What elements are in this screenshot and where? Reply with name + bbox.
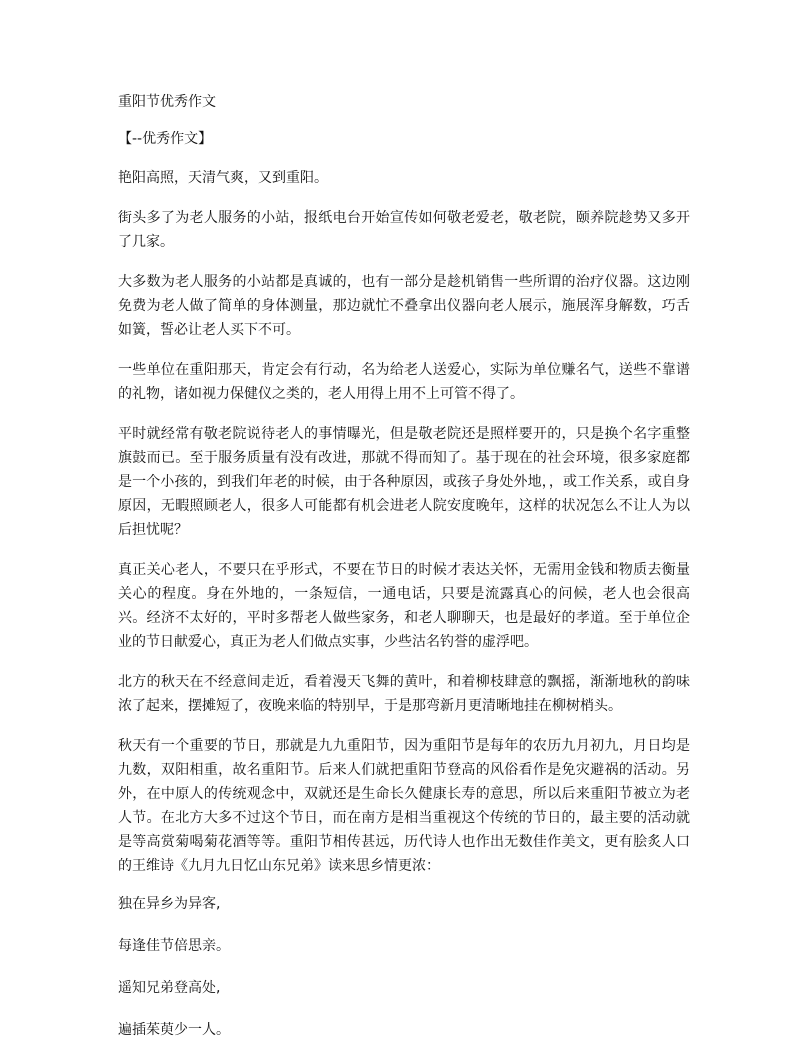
paragraph-8: 秋天有一个重要的节日，那就是九九重阳节，因为重阳节是每年的农历九月初九，月日均是九数，双阳相重，故名重阳节。后来人们就把重阳节登高的风俗看作是免灾避祸的活动。另外，在中原人的传统观念中，双就还是生命长久健康长寿的意思，所以后来重阳节被立为老人节。在北方大多不过这个节日，而在南方是相当重视这个传统的节日的，最主要的活动就是等高赏菊喝菊花酒等等。重阳节相传甚远，历代诗人也作出无数佳作美文，更有脍炙人口的王维诗《九月九日忆山东兄弟》读来思乡情更浓： [118, 738, 690, 874]
document-subtitle: 【--优秀作文】 [118, 131, 213, 147]
poem-line-2: 每逢佳节倍思亲。 [118, 938, 230, 954]
paragraph-3: 大多数为老人服务的小站都是真诚的，也有一部分是趁机销售一些所谓的治疗仪器。这边刚免费为老人做了简单的身体测量，那边就忙不叠拿出仪器向老人展示，施展浑身解数，巧舌如簧，誓必让老人买下不可。 [118, 274, 690, 338]
paragraph-1: 艳阳高照，天清气爽，又到重阳。 [118, 170, 328, 186]
document-page [118, 92, 690, 1062]
document-title: 重阳节优秀作文 [118, 94, 216, 110]
paragraph-7: 北方的秋天在不经意间走近，看着漫天飞舞的黄叶，和着柳枝肆意的飘摇，渐渐地秋的韵味浓了起来，摆摊短了，夜晚来临的特别早，于是那弯新月更清晰地挂在柳树梢头。 [118, 674, 690, 714]
poem-line-3: 遥知兄弟登高处, [118, 980, 221, 996]
paragraph-6: 真正关心老人，不要只在乎形式，不要在节日的时候才表达关怀，无需用金钱和物质去衡量关心的程度。身在外地的，一条短信，一通电话，只要是流露真心的问候，老人也会很高兴。经济不太好的，平时多帮老人做些家务，和老人聊聊天，也是最好的孝道。至于单位企业的节日献爱心，真正为老人们做点实事，少些沽名钓誉的虚浮吧。 [118, 562, 690, 650]
poem-line-4: 遍插茱萸少一人。 [118, 1022, 230, 1038]
poem-line-1: 独在异乡为异客, [118, 896, 221, 912]
paragraph-4: 一些单位在重阳那天，肯定会有行动，名为给老人送爱心，实际为单位赚名气，送些不靠谱的礼物，诸如视力保健仪之类的，老人用得上用不上可管不得了。 [118, 362, 690, 402]
paragraph-2: 街头多了为老人服务的小站，报纸电台开始宣传如何敬老爱老，敬老院，颐养院趁势又多开了几家。 [118, 210, 690, 250]
paragraph-5: 平时就经常有敬老院说待老人的事情曝光，但是敬老院还是照样要开的，只是换个名字重整旗鼓而已。至于服务质量有没有改进，那就不得而知了。基于现在的社会环境，很多家庭都是一个小孩的，到我们年老的时候，由于各种原因，或孩子身处外地，，或工作关系，或自身原因，无暇照顾老人，很多人可能都有机会进老人院安度晚年，这样的状况怎么不让人为以后担忧呢？ [118, 426, 690, 538]
